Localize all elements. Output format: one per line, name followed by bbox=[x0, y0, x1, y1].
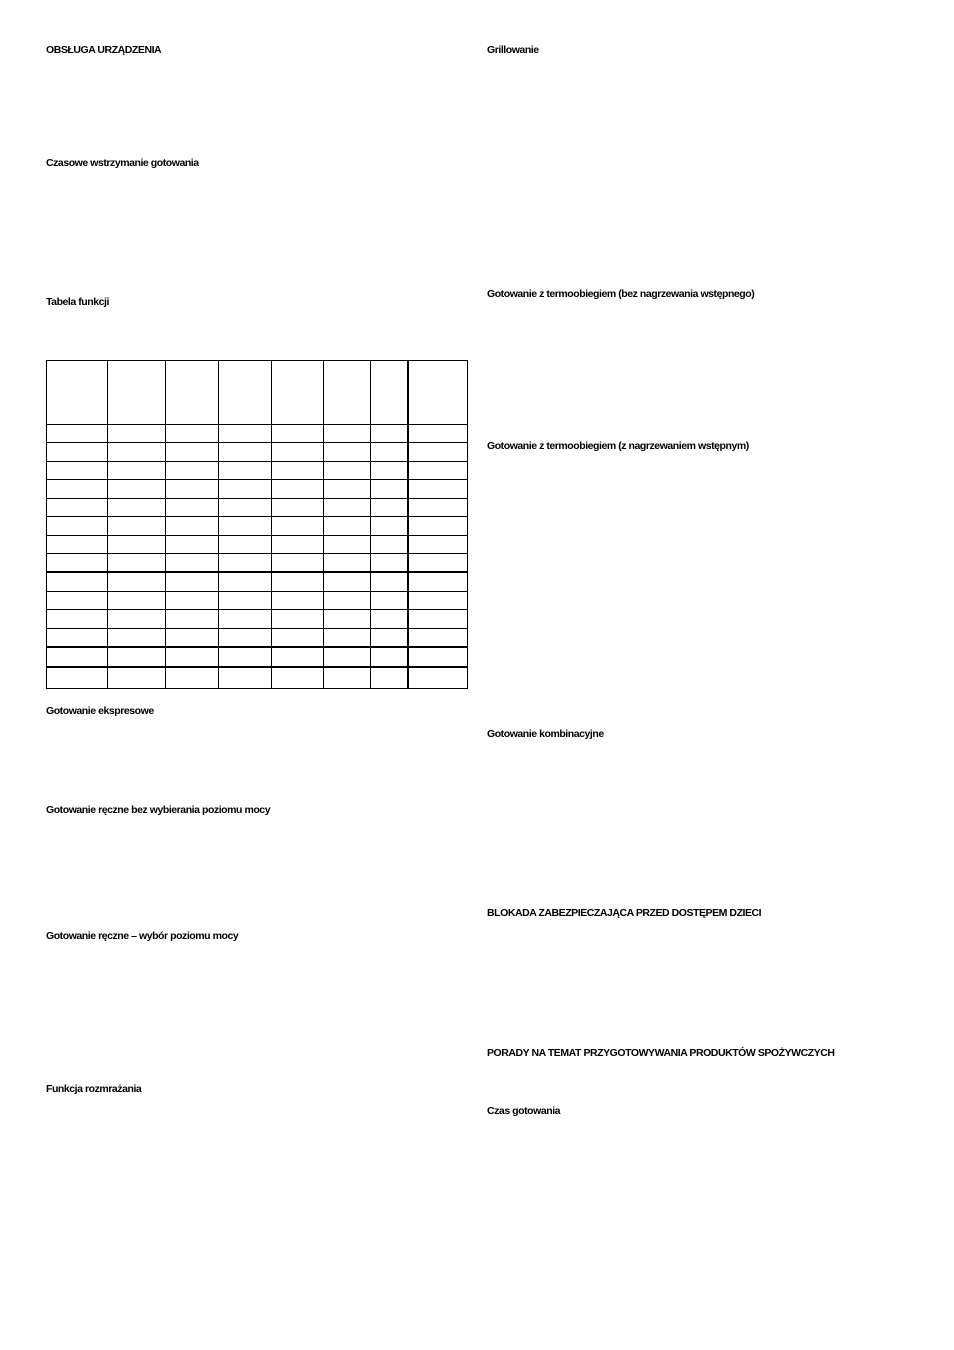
heading-gotowanie-reczne-wybor: Gotowanie ręczne – wybór poziomu mocy bbox=[46, 930, 239, 942]
heading-termoobieg-z: Gotowanie z termoobiegiem (z nagrzewaniem wstępnym) bbox=[487, 440, 749, 452]
table-row bbox=[47, 628, 468, 647]
heading-obsluga-urzadzenia: OBSŁUGA URZĄDZENIA bbox=[46, 44, 162, 56]
heading-porady: PORADY NA TEMAT PRZYGOTOWYWANIA PRODUKTÓW SPOŻYWCZYCH bbox=[487, 1047, 835, 1059]
heading-funkcja-rozmrazania: Funkcja rozmrażania bbox=[46, 1083, 142, 1095]
heading-blokada: BLOKADA ZABEZPIECZAJĄCA PRZED DOSTĘPEM DZIECI bbox=[487, 907, 762, 919]
function-table bbox=[46, 360, 468, 689]
table-row bbox=[47, 443, 468, 461]
table-row bbox=[47, 572, 468, 591]
table-row bbox=[47, 480, 468, 498]
heading-czas-gotowania: Czas gotowania bbox=[487, 1105, 561, 1117]
table-row bbox=[47, 553, 468, 572]
heading-gotowanie-ekspresowe: Gotowanie ekspresowe bbox=[46, 705, 154, 717]
table-row bbox=[47, 591, 468, 609]
heading-czasowe-wstrzymanie: Czasowe wstrzymanie gotowania bbox=[46, 157, 199, 169]
heading-gotowanie-reczne-bez: Gotowanie ręczne bez wybierania poziomu mocy bbox=[46, 804, 271, 816]
table-row bbox=[47, 535, 468, 553]
heading-gotowanie-kombinacyjne: Gotowanie kombinacyjne bbox=[487, 728, 604, 740]
table-header-row bbox=[47, 361, 468, 425]
table-row bbox=[47, 461, 468, 479]
table-row bbox=[47, 517, 468, 535]
table-row bbox=[47, 667, 468, 689]
heading-termoobieg-bez: Gotowanie z termoobiegiem (bez nagrzewania wstępnego) bbox=[487, 288, 755, 300]
table-row bbox=[47, 424, 468, 442]
heading-tabela-funkcji: Tabela funkcji bbox=[46, 296, 109, 308]
table-row bbox=[47, 647, 468, 667]
table-row bbox=[47, 610, 468, 628]
heading-grillowanie: Grillowanie bbox=[487, 44, 539, 56]
table-row bbox=[47, 498, 468, 516]
